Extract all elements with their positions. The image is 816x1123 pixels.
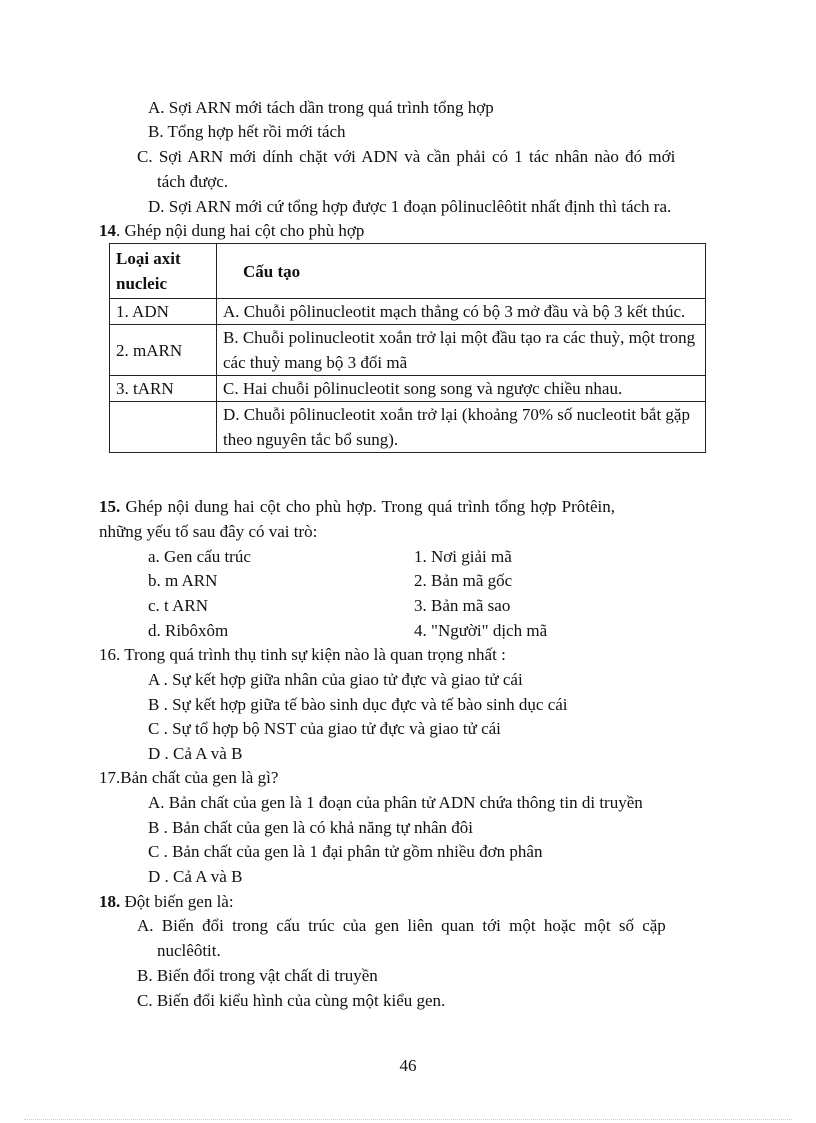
table-row [110,402,706,453]
q15-left-item: d. Ribôxôm [148,621,229,640]
page-number: 46 [399,1056,417,1075]
q17-option: D . Cả A và B [148,867,243,886]
q13-option-c: C. Sợi ARN mới dính chặt với ADN và cần phải có 1 tác nhân nào đó mới [137,147,676,166]
table-cell-right: B. Chuỗi polinucleotit xoắn trở lại một đầu tạo ra các thuỳ, một trong các thuỳ mang bộ 3 đối mã [217,325,706,376]
q15-right-item: 2. Bản mã gốc [414,571,513,590]
q15-right-item: 3. Bản mã sao [414,596,511,615]
q13-option-b: B. Tổng hợp hết rồi mới tách [148,122,346,141]
q15-question-cont: những yếu tố sau đây có vai trò: [99,522,318,541]
q13-option-c-cont: tách được. [157,172,229,191]
q18-option-a-cont: nuclêôtit. [157,941,221,960]
q13-option-a: A. Sợi ARN mới tách dần trong quá trình tổng hợp [148,98,494,117]
table-row [110,299,706,325]
table-header-row [110,244,706,299]
q18-option-a: A. Biến đổi trong cấu trúc của gen liên quan tới một hoặc một số cặp [137,916,666,935]
q16-option: D . Cả A và B [148,744,243,763]
q16-option: B . Sự kết hợp giữa tế bào sinh dục đực và tế bào sinh dục cái [148,695,568,714]
q14-text: . Ghép nội dung hai cột cho phù hợp [116,221,365,240]
table-row [110,325,706,376]
q15-left-item: a. Gen cấu trúc [148,547,251,566]
q18-number: 18. [99,892,121,911]
table-cell-left: 3. tARN [110,376,217,402]
q17-option: C . Bản chất của gen là 1 đại phân tử gồm nhiều đơn phân [148,842,543,861]
table-header-structure: Cấu tạo [217,244,706,299]
q14-match-table [109,243,706,453]
q16-option: A . Sự kết hợp giữa nhân của giao tử đực và giao tử cái [148,670,523,689]
q15-left-item: c. t ARN [148,596,208,615]
q18-question [99,891,234,913]
table-row [110,376,706,402]
q17-option: A. Bản chất của gen là 1 đoạn của phân tử ADN chứa thông tin di truyền [148,793,643,812]
q15-question [99,496,615,518]
q15-left-item: b. m ARN [148,571,218,590]
table-cell-right: C. Hai chuỗi pôlinucleotit song song và ngược chiều nhau. [217,376,706,402]
table-cell-left: 1. ADN [110,299,217,325]
table-cell-right: A. Chuỗi pôlinucleotit mạch thẳng có bộ 3 mở đầu và bộ 3 kết thúc. [217,299,706,325]
q18-option-b: B. Biến đổi trong vật chất di truyền [137,966,378,985]
q16-option: C . Sự tổ hợp bộ NST của giao tử đực và giao tử cái [148,719,501,738]
q13-option-d: D. Sợi ARN mới cứ tổng hợp được 1 đoạn pôlinuclêôtit nhất định thì tách ra. [148,197,672,216]
q15-right-item: 4. "Người" dịch mã [414,621,548,640]
page-bottom-divider [24,1119,792,1120]
q18-option-c: C. Biến đổi kiểu hình của cùng một kiểu gen. [137,991,446,1010]
q17-option: B . Bản chất của gen là có khả năng tự nhân đôi [148,818,474,837]
q14-question [99,220,364,242]
table-cell-left [110,402,217,453]
q17-question: 17.Bản chất của gen là gì? [99,768,279,787]
table-header-type: Loại axit nucleic [110,244,217,299]
q18-text: Đột biến gen là: [120,892,234,911]
q15-text: Ghép nội dung hai cột cho phù hợp. Trong quá trình tổng hợp Prôtêin, [120,497,615,516]
table-cell-left: 2. mARN [110,325,217,376]
q14-number: 14 [99,221,116,240]
q15-right-item: 1. Nơi giải mã [414,547,512,566]
q15-number: 15. [99,497,121,516]
table-cell-right: D. Chuỗi pôlinucleotit xoắn trở lại (khoảng 70% số nucleotit bắt gặp theo nguyên tắc bổ sung). [217,402,706,453]
q16-question: 16. Trong quá trình thụ tinh sự kiện nào là quan trọng nhất : [99,645,506,664]
